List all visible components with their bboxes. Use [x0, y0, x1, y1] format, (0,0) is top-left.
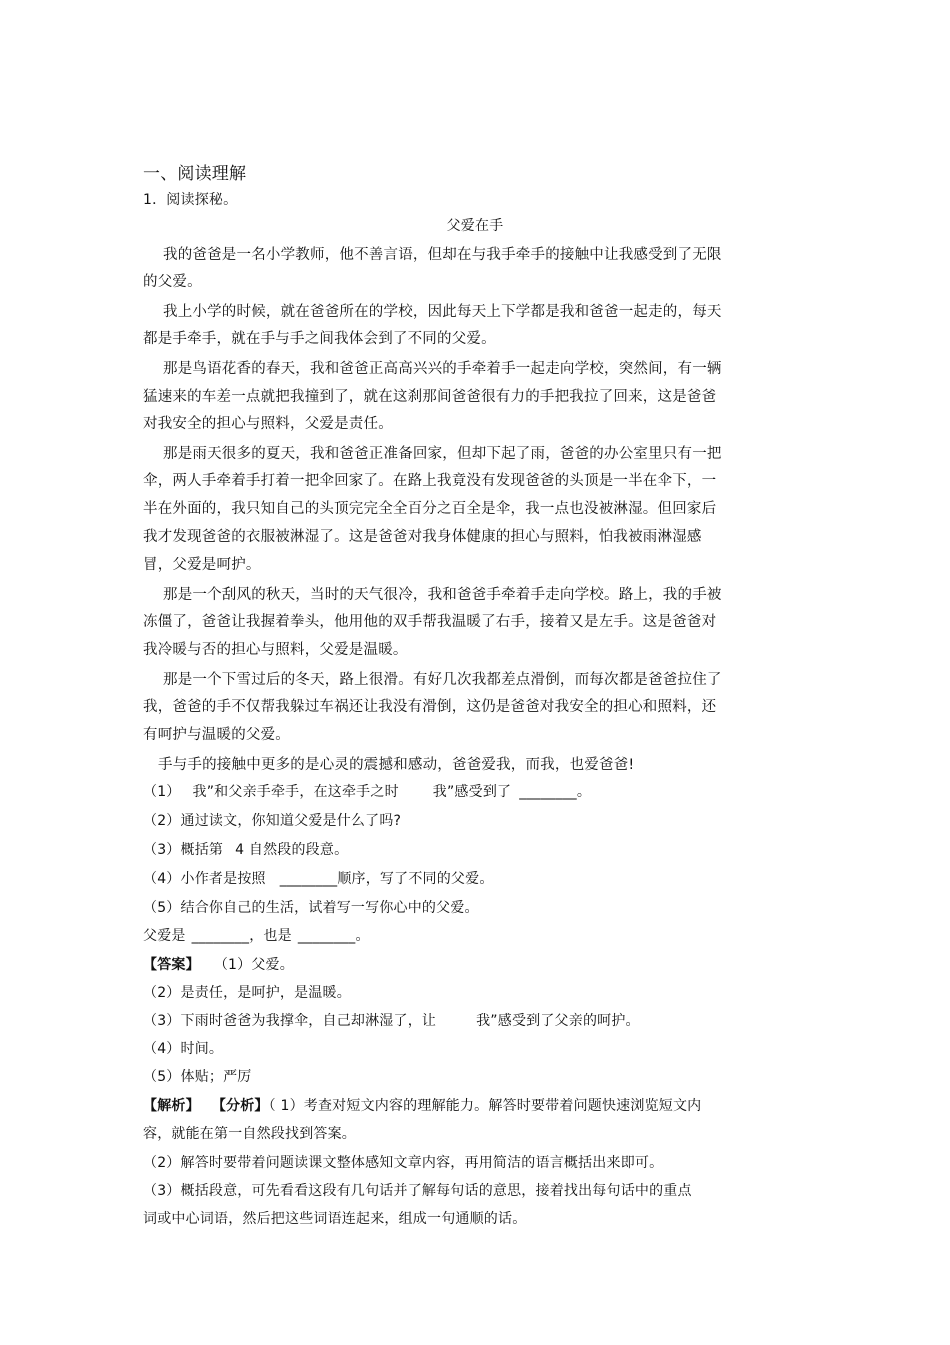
answer-line-5: （5）体贴；严厉 — [143, 1069, 252, 1085]
passage-line: 对我安全的担心与照料，父爱是责任。 — [143, 416, 393, 432]
passage-line: 冒，父爱是呵护。 — [143, 557, 261, 573]
passage-line: 都是手牵手，就在手与手之间我体会到了不同的父爱。 — [143, 331, 496, 347]
passage-line: 我，爸爸的手不仅帮我躲过车祸还让我没有滑倒，这仍是爸爸对我安全的担心和照料，还 — [143, 699, 717, 715]
passage-line: 手与手的接触中更多的是心灵的震撼和感动，爸爸爱我，而我，也爱爸爸! — [158, 757, 635, 773]
passage-line: 我才发现爸爸的衣服被淋湿了。这是爸爸对我身体健康的担心与照料，怕我被雨淋湿感 — [143, 529, 702, 545]
question-item-3: （3）概括第 4 自然段的段意。 — [143, 842, 349, 858]
passage-line: 伞，两人手牵着手打着一把伞回家了。在路上我竟没有发现爸爸的头顶是一半在伞下，一 — [143, 473, 717, 489]
question-item-1: （1） 我”和父亲手牵手，在这牵手之时 我”感受到了 ________。 — [143, 784, 592, 800]
passage-line: 我上小学的时候，就在爸爸所在的学校，因此每天上下学都是我和爸爸一起走的，每天 — [163, 304, 722, 320]
answer-blank[interactable]: ________ — [519, 784, 577, 800]
analysis-line-4: （3）概括段意，可先看看这段有几句话并了解每句话的意思，接着找出每句话中的重点 — [143, 1183, 692, 1199]
answer-label: 【答案】 — [143, 957, 200, 973]
fill-line: 父爱是 ________，也是 ________。 — [143, 928, 370, 944]
passage-line: 猛速来的车差一点就把我撞到了，就在这刹那间爸爸很有力的手把我拉了回来，这是爸爸 — [143, 389, 717, 405]
analysis-line-5: 词或中心词语，然后把这些词语连起来，组成一句通顺的话。 — [143, 1211, 527, 1227]
answer-blank[interactable]: ________ — [297, 928, 356, 944]
analysis-line-2: 容，就能在第一自然段找到答案。 — [143, 1126, 356, 1142]
passage-line: 冻僵了，爸爸让我握着拳头，他用他的双手帮我温暖了右手，接着又是左手。这是爸爸对 — [143, 614, 717, 630]
answer-blank[interactable]: ________ — [279, 871, 338, 887]
answer-line-3: （3）下雨时爸爸为我撑伞，自己却淋湿了，让 我”感受到了父亲的呵护。 — [143, 1013, 640, 1029]
answer-blank[interactable]: ________ — [191, 928, 250, 944]
passage-line: 有呵护与温暖的父爱。 — [143, 727, 290, 743]
analysis-line-1: 【解析】 【分析】（ 1）考查对短文内容的理解能力。解答时要带着问题快速浏览短文内 — [143, 1098, 702, 1114]
question-label: 1．阅读探秘。 — [143, 192, 238, 208]
question-item-5: （5）结合你自己的生活，试着写一写你心中的父爱。 — [143, 900, 479, 916]
passage-line: 我的爸爸是一名小学教师，他不善言语，但却在与我手牵手的接触中让我感受到了无限 — [163, 247, 722, 263]
question-item-2: （2）通过读文，你知道父爱是什么了吗? — [143, 813, 402, 829]
passage-title: 父爱在手 — [446, 218, 504, 234]
passage-line: 的父爱。 — [143, 274, 202, 290]
answer-line-2: （2）是责任，是呵护，是温暖。 — [143, 985, 351, 1001]
question-item-4: （4）小作者是按照 ________顺序，写了不同的父爱。 — [143, 871, 494, 887]
passage-line: 那是一个下雪过后的冬天，路上很滑。有好几次我都差点滑倒，而每次都是爸爸拉住了 — [163, 672, 722, 688]
analysis-label: 【解析】 — [143, 1098, 200, 1114]
analysis-line-3: （2）解答时要带着问题读课文整体感知文章内容，再用简洁的语言概括出来即可。 — [143, 1155, 664, 1171]
section-heading: 一、阅读理解 — [143, 164, 247, 184]
answer-line-1: 【答案】 （1）父爱。 — [143, 957, 294, 973]
passage-line: 我冷暖与否的担心与照料，父爱是温暖。 — [143, 642, 408, 658]
answer-line-4: （4）时间。 — [143, 1041, 224, 1057]
passage-line: 半在外面的，我只知自己的头顶完完全全百分之百全是伞，我一点也没被淋湿。但回家后 — [143, 501, 717, 517]
passage-line: 那是一个刮风的秋天，当时的天气很冷，我和爸爸手牵着手走向学校。路上，我的手被 — [163, 587, 722, 603]
passage-line: 那是鸟语花香的春天，我和爸爸正高高兴兴的手牵着手一起走向学校，突然间，有一辆 — [163, 361, 722, 377]
passage-line: 那是雨天很多的夏天，我和爸爸正准备回家，但却下起了雨，爸爸的办公室里只有一把 — [163, 446, 722, 462]
analysis-sublabel: 【分析】 — [211, 1098, 269, 1114]
